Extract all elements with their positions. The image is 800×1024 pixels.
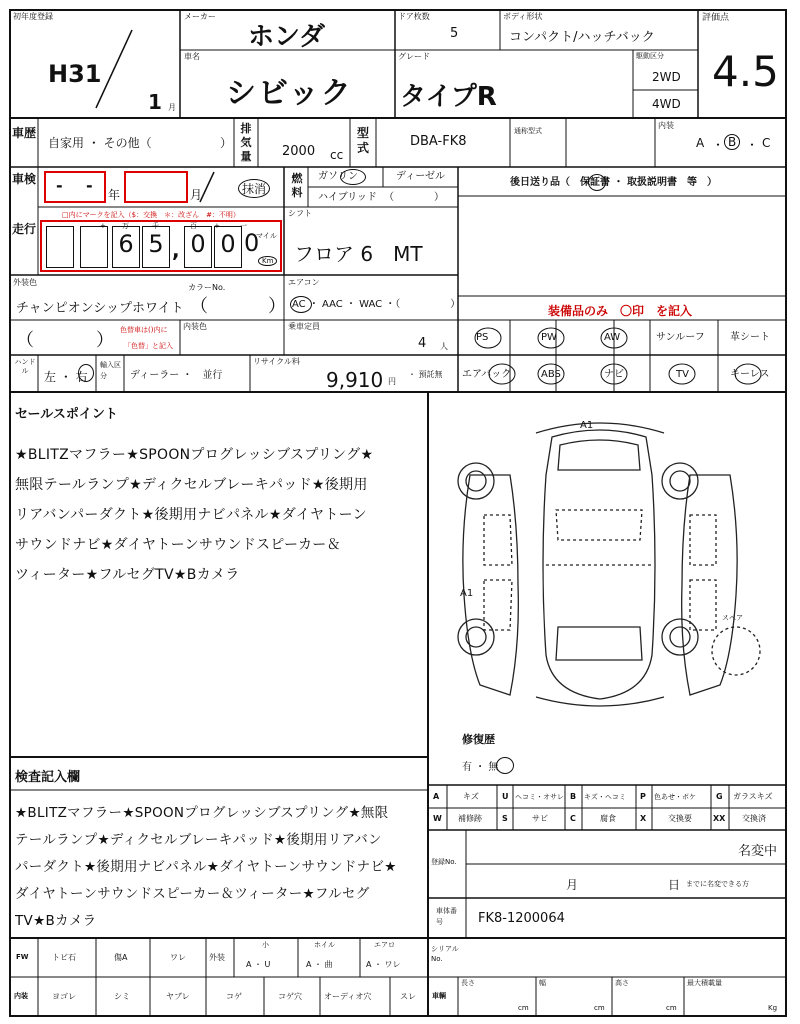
- legend-u-text: ヘコミ・オサレ: [515, 793, 564, 801]
- recycle-deposit: ・ 預託無: [408, 370, 443, 379]
- drive-4wd: 4WD: [652, 97, 681, 111]
- length-unit: cm: [518, 1004, 529, 1012]
- legend-b-text: キズ・ヘコミ: [584, 793, 626, 801]
- bottom-burn-hole: コゲ穴: [278, 992, 302, 1001]
- name-change: 名変中: [738, 844, 778, 859]
- inspection-month-unit: 月: [190, 188, 203, 202]
- car-diagram: [440, 415, 770, 715]
- first-reg-label: 初年度登録: [13, 12, 53, 21]
- unit-6: 一: [240, 222, 247, 230]
- equipment-circles: [458, 320, 786, 392]
- recycle-value: 9,910: [326, 368, 384, 392]
- capacity-value: 4: [418, 336, 427, 351]
- grade: タイプR: [400, 82, 497, 112]
- legend-s: S: [502, 814, 508, 823]
- drive-label: 駆動区分: [636, 52, 664, 60]
- bottom-exterior: 外装: [209, 953, 225, 962]
- legend-a: A: [433, 792, 440, 801]
- legend-u: U: [502, 792, 509, 801]
- car-name: シビック: [226, 76, 353, 111]
- maker-label: メーカー: [184, 12, 216, 21]
- inspection-dash-1: -: [56, 176, 63, 195]
- bottom-wheel-value: A ・ 曲: [306, 960, 333, 969]
- equip-leather: 革シート: [730, 332, 770, 343]
- equip-tv: TV: [676, 369, 689, 380]
- km-label: Km: [258, 256, 277, 266]
- load-unit: Kg: [768, 1004, 778, 1012]
- bottom-aero: エアロ: [374, 941, 395, 949]
- model-label: 型式: [356, 126, 369, 155]
- fuel-diesel: ディーゼル: [396, 171, 445, 182]
- sales-text: [15, 440, 425, 590]
- damage-mark-left: A1: [460, 588, 474, 599]
- width-unit: cm: [594, 1004, 605, 1012]
- height-label: 高さ: [615, 979, 629, 987]
- repair-history-label: 修復歴: [462, 733, 495, 746]
- check-text: [15, 800, 427, 935]
- inspection-month-box: [124, 171, 188, 203]
- bottom-audio-hole: オーディオ穴: [324, 992, 372, 1001]
- bottom-wheel: ホイル: [314, 941, 335, 949]
- equip-aw: AW: [604, 332, 621, 343]
- fuel-gasoline-circle: [340, 169, 366, 185]
- reg-month: 1: [148, 90, 162, 114]
- unit-5: +: [214, 222, 220, 230]
- capacity-label: 乗車定員: [288, 322, 320, 331]
- registration-label: 登録No.: [431, 858, 457, 866]
- load-label: 最大積載量: [687, 979, 722, 987]
- displacement-label: 排気量: [240, 122, 252, 163]
- equip-pw: PW: [541, 332, 557, 343]
- equip-ps: PS: [476, 332, 489, 343]
- sales-line-2: 無限テールランプ★ディクセルブレーキパッド★後期用: [15, 477, 368, 493]
- equip-sunroof: サンルーフ: [656, 332, 705, 343]
- import-label: 輸入区分: [100, 361, 121, 380]
- equip-navi: ナビ: [604, 369, 624, 380]
- legend-xx: XX: [713, 814, 726, 823]
- equipment-header: 装備品のみ 〇印 を記入: [548, 304, 693, 318]
- serial-label: シリアルNo.: [431, 945, 459, 963]
- interior-dot-1: ・: [712, 138, 725, 152]
- bottom-scratch: 傷A: [114, 953, 128, 962]
- bottom-wear: スレ: [400, 992, 416, 1001]
- mile-label: マイル: [256, 232, 277, 240]
- sales-line-5: ツィーター★フルセグTV★Bカメラ: [15, 567, 240, 583]
- maker: ホンダ: [248, 22, 325, 52]
- chassis-number: FK8-1200064: [478, 911, 565, 926]
- grade-label: グレード: [398, 52, 430, 61]
- aircon-value: AC ・ AAC ・ WAC ・（ ）: [292, 299, 461, 310]
- era-year: H31: [48, 60, 102, 88]
- color-paren-open: （: [190, 296, 208, 317]
- shift-value: フロア 6 MT: [294, 242, 423, 266]
- mileage-digit-5: 0: [184, 226, 212, 268]
- unit-2: 万: [122, 222, 129, 230]
- unit-3: 千: [152, 222, 159, 230]
- equip-airbag: エアバック: [462, 369, 512, 380]
- reg-month-label: 月: [566, 878, 579, 892]
- inspection-expired: 抹消: [238, 179, 270, 198]
- color-note-1: 色替車は()内に: [120, 326, 168, 334]
- displacement-unit: cc: [330, 148, 344, 162]
- sales-label: セールスポイント: [15, 407, 118, 422]
- legend-c-text: 腐食: [600, 814, 616, 823]
- sales-line-1: ★BLITZマフラー★SPOONプログレッシブスプリング★: [15, 447, 374, 463]
- check-line-1: ★BLITZマフラー★SPOONプログレッシブスプリング★無限: [15, 805, 389, 821]
- doors-label: ドア枚数: [398, 12, 430, 21]
- interior-grade-c: C: [762, 136, 771, 150]
- bottom-crack: ワレ: [170, 953, 186, 962]
- equip-keyless: キーレス: [730, 369, 770, 380]
- interior-bottom-label: 内装: [14, 992, 28, 1000]
- bottom-tear: ヤブレ: [166, 992, 190, 1001]
- fw-label: FW: [16, 953, 29, 961]
- post-delivery: 後日送り品（ 保証書 ・ 取扱説明書 等 ）: [510, 177, 717, 188]
- history-value: 自家用 ・ その他（: [48, 136, 152, 150]
- inspection-dash-2: -: [86, 176, 93, 195]
- mileage-digit-2: [80, 226, 108, 268]
- body-label: ボディ形状: [503, 12, 543, 21]
- legend-p: P: [640, 792, 646, 801]
- repair-history-value: 有 ・ 無: [462, 762, 499, 773]
- bottom-dirt: ヨゴレ: [52, 992, 76, 1001]
- check-label: 検査記入欄: [15, 770, 81, 785]
- legend-w-text: 補修跡: [458, 814, 482, 823]
- legend-w: W: [433, 814, 442, 823]
- legend-s-text: サビ: [532, 814, 548, 823]
- history-value-end: ）: [220, 136, 233, 150]
- fuel-hybrid-paren: （ ）: [384, 192, 444, 203]
- legend-xx-text: 交換済: [742, 814, 766, 823]
- mileage-digit-4: 5: [142, 226, 170, 268]
- bottom-small-value: A ・ U: [246, 960, 271, 969]
- reg-month-unit: 月: [168, 103, 176, 112]
- sales-line-4: サウンドナビ★ダイヤトーンサウンドスピーカー＆: [15, 537, 341, 553]
- mileage-note: □内にマークを記入（$：交換 ＊：改ざん #：不明）: [62, 211, 240, 219]
- recycle-label: リサイクル料: [253, 357, 300, 366]
- exterior-color: チャンピオンシップホワイト: [16, 301, 184, 316]
- name-label: 車名: [184, 52, 200, 61]
- mileage-comma: ,: [172, 238, 180, 262]
- model-code: DBA-FK8: [410, 134, 467, 149]
- displacement: 2000: [282, 144, 316, 159]
- mileage-digit-3: 6: [112, 226, 140, 268]
- handle-label: ハンドル: [14, 358, 36, 375]
- inspection-year-unit: 年: [108, 188, 121, 202]
- bottom-tobiishi: トビ石: [52, 953, 76, 962]
- handle-value: 左 ・ 右: [44, 370, 88, 384]
- drive-2wd: 2WD: [652, 70, 681, 84]
- unit-4: 百: [190, 222, 197, 230]
- shift-label: シフト: [288, 209, 312, 218]
- size-label: 車輌: [432, 992, 446, 1000]
- legend-g-text: ガラスキズ: [733, 792, 773, 801]
- recycle-unit: 円: [388, 377, 396, 386]
- sales-line-3: リアバンパーダクト★後期用ナビパネル★ダイヤトーン: [15, 507, 367, 523]
- check-line-2: テールランプ★ディクセルブレーキパッド★後期用リアバン: [15, 832, 382, 848]
- spare-label: スペア: [722, 614, 743, 622]
- repair-circle: [496, 757, 514, 774]
- check-line-3: パーダクト★後期用ナビパネル★ダイヤトーンサウンドナビ★: [15, 859, 397, 875]
- length-label: 長さ: [461, 979, 475, 987]
- legend-a-text: キズ: [463, 792, 479, 801]
- legend-b: B: [570, 792, 577, 801]
- legend-x: X: [640, 814, 647, 823]
- legend-x-text: 交換要: [668, 814, 692, 823]
- width-label: 幅: [539, 979, 546, 987]
- fuel-hybrid: ハイブリッド: [318, 192, 377, 203]
- color-note-2: 「色替」と記入: [124, 342, 173, 350]
- fuel-gasoline: ガソリン: [318, 171, 358, 182]
- common-model-label: 通称型式: [514, 127, 542, 135]
- height-unit: cm: [666, 1004, 677, 1012]
- interior-dot-2: ・: [746, 138, 759, 152]
- capacity-unit: 人: [440, 342, 448, 351]
- history-label: 車歴: [12, 126, 37, 140]
- check-line-4: ダイヤトーンサウンドスピーカー＆ツィーター★フルセグ: [15, 886, 370, 902]
- inspection-year-box: [44, 171, 106, 203]
- reg-day-label: 日: [668, 878, 681, 892]
- mileage-digit-1: [46, 226, 74, 268]
- aircon-circle: [290, 296, 312, 313]
- legend-p-text: 色あせ・ボケ: [654, 793, 696, 801]
- legend-g: G: [716, 792, 723, 801]
- interior-color-label: 内装色: [183, 322, 207, 331]
- check-line-5: TV★Bカメラ: [15, 913, 97, 929]
- fuel-label: 燃料: [291, 172, 303, 199]
- reg-deadline: までに名変できる方: [686, 880, 749, 888]
- color-change-paren-close: ）: [96, 330, 114, 351]
- score-label: 評価点: [702, 13, 730, 23]
- mileage-digit-6: 0: [214, 226, 242, 268]
- legend-c: C: [570, 814, 576, 823]
- interior-grade-a: A: [696, 136, 705, 150]
- body-type: コンパクト/ハッチバック: [509, 30, 655, 45]
- bottom-stain: シミ: [114, 992, 130, 1001]
- score: 4.5: [712, 47, 779, 96]
- unit-1: +: [100, 222, 106, 230]
- aircon-label: エアコン: [288, 278, 320, 287]
- color-paren-close: ）: [268, 296, 286, 317]
- post-delivery-circle: [588, 174, 606, 191]
- chassis-label: 車体番号: [436, 907, 457, 926]
- inspection-label: 車検: [12, 172, 37, 186]
- color-no-label: カラーNo.: [188, 283, 226, 292]
- equip-abs: ABS: [541, 369, 561, 380]
- doors: 5: [450, 26, 459, 41]
- damage-mark-top: A1: [580, 420, 594, 431]
- interior-grade-label: 内装: [658, 121, 674, 130]
- interior-grade-b: B: [724, 134, 740, 150]
- bottom-small: 小: [262, 941, 269, 949]
- bottom-burn: コゲ: [226, 992, 242, 1001]
- import-value: ディーラー ・ 並行: [130, 370, 223, 381]
- exterior-label: 外装色: [13, 278, 37, 287]
- color-change-paren-open: （: [16, 330, 34, 351]
- bottom-aero-value: A ・ ワレ: [366, 960, 401, 969]
- mileage-label: 走行: [12, 222, 37, 236]
- handle-circle: [78, 364, 94, 382]
